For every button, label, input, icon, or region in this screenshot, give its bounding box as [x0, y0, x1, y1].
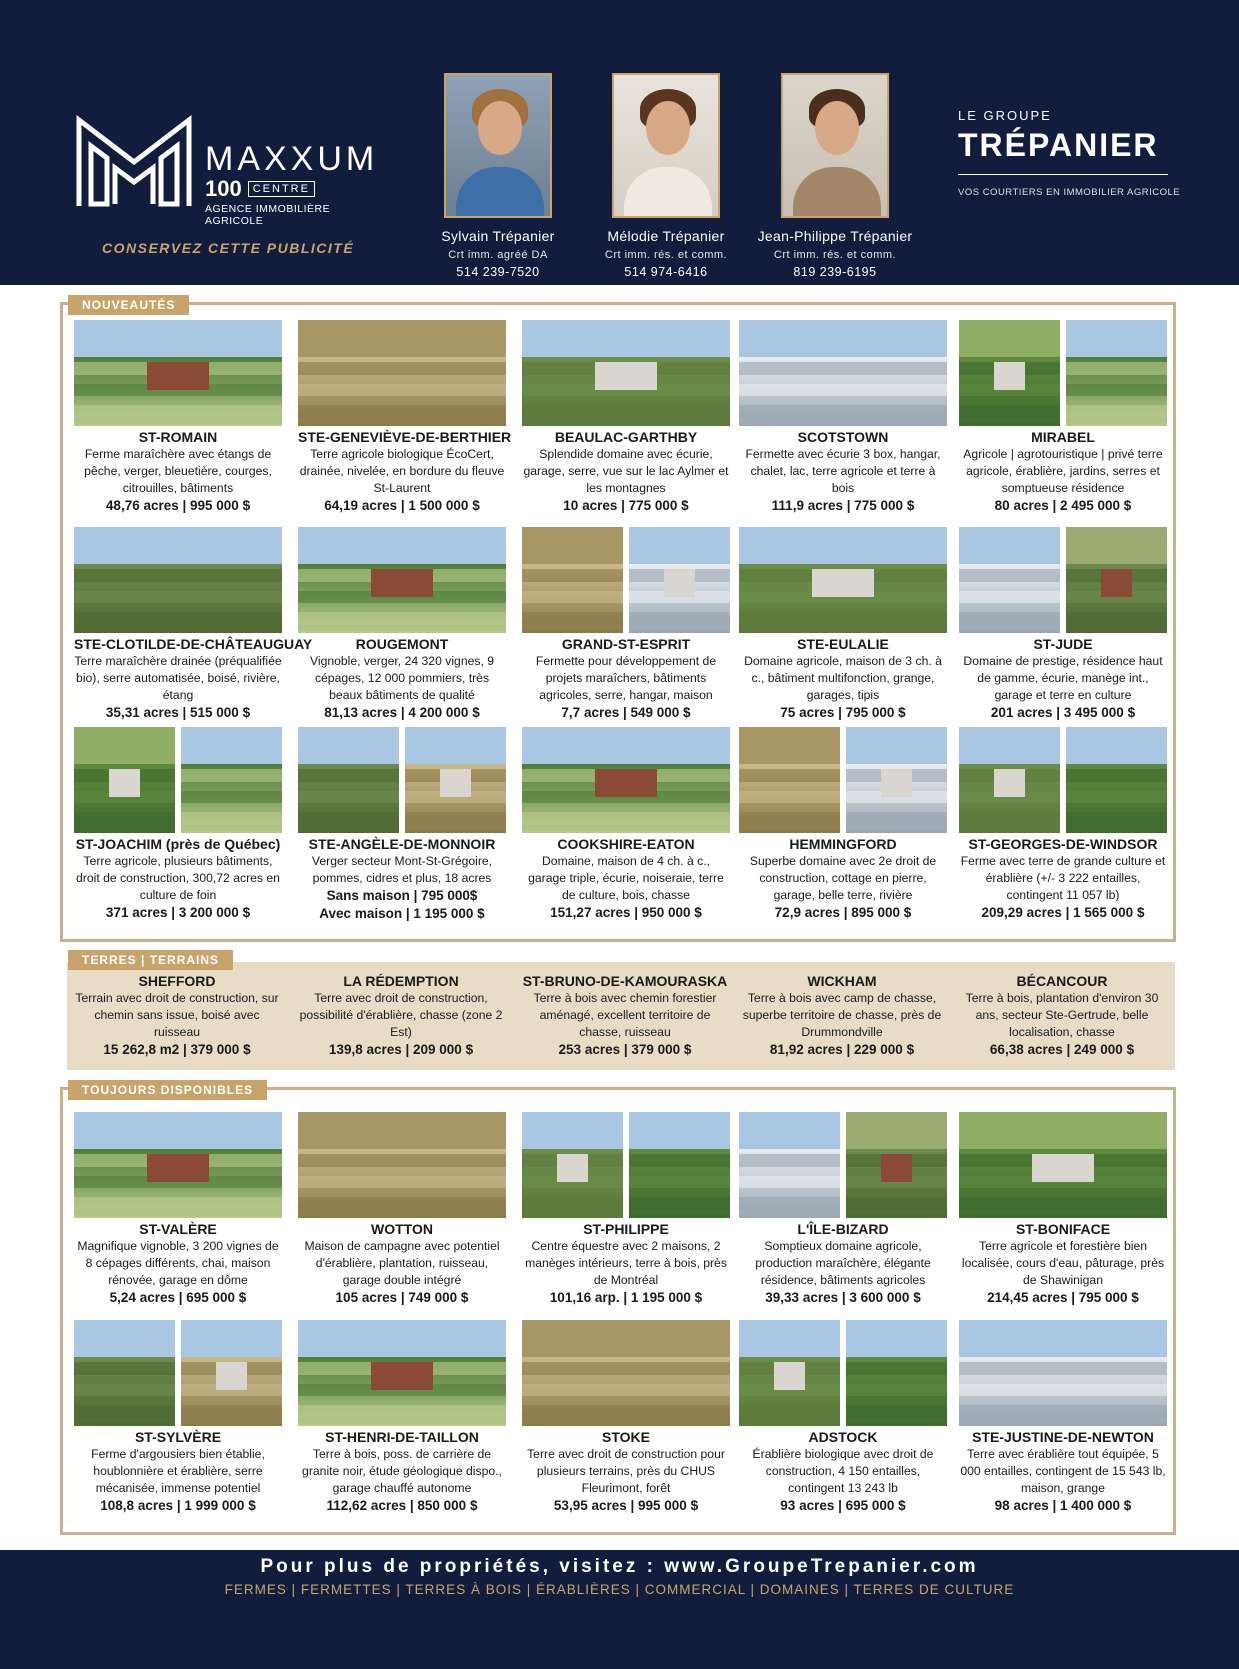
- listing-price: 81,13 acres | 4 200 000 $: [324, 705, 480, 720]
- listing-price: 214,45 acres | 795 000 $: [987, 1290, 1139, 1305]
- listing-photo: [959, 527, 1167, 633]
- property-image: [298, 727, 399, 833]
- agent-card: [755, 73, 915, 279]
- listing-price: 371 acres | 3 200 000 $: [105, 905, 251, 920]
- listing-photo: [74, 527, 282, 633]
- listing-description: Fermette avec écurie 3 box, hangar, chalet, lac, terre agricole et terre à bois: [745, 447, 941, 495]
- listing-title: ST-PHILIPPE: [583, 1221, 669, 1237]
- listing-description: Terre à bois avec chemin forestier aménagé, excellent territoire de chasse, ruisseau: [533, 991, 717, 1039]
- listing-photo: [739, 1320, 947, 1426]
- listing-photo: [522, 1320, 730, 1426]
- listing-price: 253 acres | 379 000 $: [558, 1042, 692, 1057]
- maxxum-logo: [75, 112, 385, 227]
- listing-photo: [298, 527, 506, 633]
- listing-description: Domaine, maison de 4 ch. à c., garage triple, écurie, noiseraie, terre de culture, bois, chasse: [528, 854, 724, 902]
- listing-description: Agricole | agrotouristique | privé terre agricole, érablière, jardins, serres et somptueuse résidence: [963, 447, 1163, 495]
- listing-card[interactable]: [522, 1320, 730, 1515]
- agent-photo: [612, 73, 720, 218]
- listing-price: 5,24 acres | 695 000 $: [109, 1290, 247, 1305]
- listing-photo: [74, 1112, 282, 1218]
- listing-title: STOKE: [602, 1429, 650, 1445]
- listing-title: L'ÎLE-BIZARD: [797, 1221, 889, 1237]
- agent-card: [418, 73, 578, 279]
- listing-description: Magnifique vignoble, 3 200 vignes de 8 cépages différents, chai, maison rénovée, garage en dôme: [77, 1239, 279, 1287]
- logo-name: MAXXUM: [205, 140, 379, 178]
- listing-title: ST-VALÈRE: [139, 1221, 217, 1237]
- listing-price: 35,31 acres | 515 000 $: [105, 705, 251, 720]
- property-image: [739, 1320, 840, 1426]
- listing-description: Verger secteur Mont-St-Grégoire, pommes, cidres et plus, 18 acres: [311, 854, 493, 885]
- listing-title: ROUGEMONT: [355, 636, 449, 652]
- header: [0, 0, 1239, 285]
- listing-title: ST-GEORGES-DE-WINDSOR: [968, 836, 1158, 852]
- listing-price: 209,29 acres | 1 565 000 $: [981, 905, 1145, 920]
- property-image: [74, 727, 175, 833]
- listing-description: Terrain avec droit de construction, sur chemin sans issue, boisé avec ruisseau: [75, 991, 279, 1039]
- listing-card[interactable]: [959, 1112, 1167, 1307]
- listing-title: ST-BRUNO-DE-KAMOURASKA: [522, 973, 728, 989]
- logo-agency: AGENCE IMMOBILIÈRE AGRICOLE: [205, 203, 331, 227]
- listing-card[interactable]: [959, 320, 1167, 515]
- listing-description: Ferme avec terre de grande culture et érablière (+/- 3 222 entailles, contingent 11 057 lb): [960, 854, 1166, 902]
- property-image: [846, 1112, 947, 1218]
- property-image: [181, 727, 282, 833]
- listing-description: Terre à bois avec camp de chasse, superbe territoire de chasse, près de Drummondville: [742, 991, 942, 1039]
- listing-photo: [522, 527, 730, 633]
- listing-photo: [522, 1112, 730, 1218]
- property-image: [629, 1112, 730, 1218]
- property-image: [739, 727, 840, 833]
- conserve-notice: CONSERVEZ CETTE PUBLICITÉ: [102, 240, 355, 256]
- groupe-trepanier-logo: [958, 108, 1180, 198]
- listing-card[interactable]: [739, 1112, 947, 1307]
- listing-title: WOTTON: [371, 1221, 433, 1237]
- agent-phone[interactable]: 514 239-7520: [456, 265, 540, 279]
- listing-price: 66,38 acres | 249 000 $: [989, 1042, 1135, 1057]
- listing-description: Terre avec droit de construction pour plusieurs terrains, près du CHUS Fleurimont, forêt: [527, 1447, 725, 1495]
- listing-description: Domaine agricole, maison de 3 ch. à c., bâtiment multifonction, grange, garages, tipis: [744, 654, 942, 702]
- agent-photo: [781, 73, 889, 218]
- property-image: [739, 320, 947, 426]
- listing-description: Superbe domaine avec 2e droit de construction, cottage en pierre, garage, belle terre, rivière: [749, 854, 937, 902]
- agent-phone[interactable]: 819 239-6195: [793, 265, 877, 279]
- listing-description: Centre équestre avec 2 maisons, 2 manèges intérieurs, terre à bois, près de Montréal: [525, 1239, 727, 1287]
- listing-title: STE-JUSTINE-DE-NEWTON: [972, 1429, 1154, 1445]
- listing-description: Terre agricole et forestière bien localisée, cours d'eau, pâturage, près de Shawinigan: [961, 1239, 1165, 1287]
- listing-card[interactable]: [296, 970, 506, 1059]
- listing-photo: [298, 1112, 506, 1218]
- footer-categories: FERMES | FERMETTES | TERRES À BOIS | ÉRABLIÈRES | COMMERCIAL | DOMAINES | TERRES DE CULTURE: [224, 1582, 1015, 1597]
- listing-card[interactable]: [959, 527, 1167, 722]
- listing-card[interactable]: [72, 970, 282, 1059]
- listing-card[interactable]: [74, 727, 282, 922]
- agent-name: Mélodie Trépanier: [607, 228, 725, 244]
- listing-card[interactable]: [522, 727, 730, 922]
- property-image: [522, 727, 730, 833]
- property-image: [739, 527, 947, 633]
- property-image: [405, 727, 506, 833]
- listing-card[interactable]: [739, 1320, 947, 1515]
- listing-title: STE-GENEVIÈVE-DE-BERTHIER: [298, 429, 512, 445]
- section-tab-terres: TERRES | TERRAINS: [68, 950, 233, 970]
- groupe-le: LE GROUPE: [958, 108, 1052, 123]
- agent-name: Jean-Philippe Trépanier: [757, 228, 913, 244]
- listing-price: Sans maison | 795 000$: [326, 888, 478, 903]
- listing-photo: [298, 1320, 506, 1426]
- listing-description: Somptieux domaine agricole, production maraîchère, élégante résidence, bâtiments agricoles: [755, 1239, 931, 1287]
- listing-description: Ferme maraîchère avec étangs de pêche, verger, bleuetière, courges, citrouilles, bâtiments: [84, 447, 272, 495]
- listing-title: ST-SYLVÈRE: [134, 1429, 222, 1445]
- listing-price: 108,8 acres | 1 999 000 $: [100, 1498, 256, 1513]
- listing-title: ST-JOACHIM (près de Québec): [75, 836, 281, 852]
- listing-card[interactable]: [959, 727, 1167, 922]
- listing-price-alt: Avec maison | 1 195 000 $: [319, 906, 485, 921]
- listing-price: 80 acres | 2 495 000 $: [994, 498, 1132, 513]
- listing-price: 93 acres | 695 000 $: [780, 1498, 906, 1513]
- listing-description: Terre à bois, plantation d'environ 30 ans, secteur Ste-Gertrude, belle localisation, chasse: [965, 991, 1159, 1039]
- listing-title: GRAND-ST-ESPRIT: [561, 636, 691, 652]
- agent-name: Sylvain Trépanier: [441, 228, 555, 244]
- listing-card[interactable]: [739, 320, 947, 515]
- listing-description: Maison de campagne avec potentiel d'érablière, plantation, ruisseau, garage double intégré: [304, 1239, 500, 1287]
- listing-card[interactable]: [959, 1320, 1167, 1515]
- groupe-tagline: VOS COURTIERS EN IMMOBILIER AGRICOLE: [958, 187, 1181, 198]
- listing-description: Terre avec érablière tout équipée, 5 000 entailles, contingent de 15 543 lb, maison, grange: [960, 1447, 1166, 1495]
- listing-photo: [959, 727, 1167, 833]
- divider: [958, 174, 1168, 175]
- listing-card[interactable]: [520, 970, 730, 1059]
- listing-price: 75 acres | 795 000 $: [780, 705, 906, 720]
- listing-card[interactable]: [522, 527, 730, 722]
- listing-photo: [298, 727, 506, 833]
- listing-photo: [522, 320, 730, 426]
- listing-card[interactable]: [737, 970, 947, 1059]
- property-image: [1066, 727, 1167, 833]
- listing-price: 98 acres | 1 400 000 $: [994, 1498, 1132, 1513]
- listing-photo: [74, 1320, 282, 1426]
- listing-photo: [74, 320, 282, 426]
- property-image: [846, 727, 947, 833]
- listing-description: Domaine de prestige, résidence haut de gamme, écurie, manège int., garage et terre en culture: [963, 654, 1163, 702]
- listing-title: STE-CLOTILDE-DE-CHÂTEAUGUAY: [74, 636, 313, 652]
- listing-photo: [739, 1112, 947, 1218]
- agent-phone[interactable]: 514 974-6416: [624, 265, 708, 279]
- listing-card[interactable]: [298, 320, 512, 515]
- listing-price: 39,33 acres | 3 600 000 $: [765, 1290, 921, 1305]
- logo-number: 100: [205, 176, 242, 201]
- listing-price: 48,76 acres | 995 000 $: [105, 498, 251, 513]
- listing-photo: [74, 727, 282, 833]
- listing-card[interactable]: [74, 1112, 282, 1307]
- listing-title: COOKSHIRE-EATON: [557, 836, 695, 852]
- property-image: [959, 1112, 1167, 1218]
- listing-photo: [959, 1112, 1167, 1218]
- listing-price: 101,16 arp. | 1 195 000 $: [549, 1290, 703, 1305]
- property-image: [522, 1320, 730, 1426]
- footer: [0, 1550, 1239, 1669]
- property-image: [74, 527, 282, 633]
- section-tab-toujours: TOUJOURS DISPONIBLES: [68, 1080, 267, 1100]
- property-image: [74, 1112, 282, 1218]
- property-image: [298, 527, 506, 633]
- listing-title: ST-JUDE: [1033, 636, 1093, 652]
- listing-title: STE-ANGÈLE-DE-MONNOIR: [308, 836, 496, 852]
- listing-title: SHEFFORD: [138, 973, 216, 989]
- property-image: [298, 1320, 506, 1426]
- listing-title: ST-ROMAIN: [138, 429, 218, 445]
- listing-card[interactable]: [74, 1320, 282, 1515]
- property-image: [629, 527, 730, 633]
- agent-card: [586, 73, 746, 279]
- listing-title: BÉCANCOUR: [1016, 973, 1108, 989]
- agent-role: Crt imm. agréé DA: [448, 249, 548, 261]
- listing-description: Terre agricole, plusieurs bâtiments, droit de construction, 300,72 acres en culture de foin: [76, 854, 280, 902]
- agent-photo: [444, 73, 552, 218]
- listing-card[interactable]: [298, 527, 506, 722]
- listing-description: Ferme d'argousiers bien établie, houblonnière et érablière, serre mécanisée, immense potentiel: [91, 1447, 265, 1495]
- listing-price: 64,19 acres | 1 500 000 $: [324, 498, 480, 513]
- listing-description: Terre agricole biologique ÉcoCert, drainée, nivelée, en bordure du fleuve St-Laurent: [299, 447, 505, 495]
- listing-card[interactable]: [74, 320, 282, 515]
- listing-card[interactable]: [298, 1320, 506, 1515]
- listing-card[interactable]: [298, 1112, 506, 1307]
- property-image: [959, 1320, 1167, 1426]
- listing-price: 201 acres | 3 495 000 $: [990, 705, 1136, 720]
- listing-description: Érablière biologique avec droit de construction, 4 150 entailles, contingent 13 243 lb: [752, 1447, 934, 1495]
- property-image: [181, 1320, 282, 1426]
- property-image: [959, 320, 1060, 426]
- listing-title: ST-HENRI-DE-TAILLON: [325, 1429, 479, 1445]
- property-image: [959, 727, 1060, 833]
- footer-website-link[interactable]: Pour plus de propriétés, visitez : www.GroupeTrepanier.com: [260, 1556, 979, 1577]
- listing-description: Splendide domaine avec écurie, garage, serre, vue sur le lac Aylmer et les montagnes: [523, 447, 729, 495]
- listing-price: 105 acres | 749 000 $: [335, 1290, 469, 1305]
- listing-title: LA RÉDEMPTION: [343, 973, 459, 989]
- agent-role: Crt imm. rés. et comm.: [604, 249, 728, 261]
- listing-card[interactable]: [522, 320, 730, 515]
- listing-photo: [739, 527, 947, 633]
- property-image: [522, 1112, 623, 1218]
- listing-description: Terre maraîchère drainée (préqualifiée bio), serre automatisée, boisé, rivière, étang: [74, 654, 282, 702]
- section-tab-nouveautes: NOUVEAUTÉS: [68, 295, 189, 315]
- listing-title: SCOTSTOWN: [797, 429, 889, 445]
- listing-title: MIRABEL: [1031, 429, 1095, 445]
- property-image: [298, 1112, 506, 1218]
- listing-price: 7,7 acres | 549 000 $: [561, 705, 691, 720]
- listing-price: 15 262,8 m2 | 379 000 $: [103, 1042, 251, 1057]
- listing-title: HEMMINGFORD: [789, 836, 897, 852]
- listing-photo: [298, 320, 506, 426]
- listing-card[interactable]: [298, 727, 506, 923]
- property-image: [959, 527, 1060, 633]
- listing-photo: [739, 320, 947, 426]
- listing-title: ST-BONIFACE: [1015, 1221, 1111, 1237]
- property-image: [739, 1112, 840, 1218]
- listing-title: STE-EULALIE: [797, 636, 889, 652]
- logo-centre: CENTRE: [248, 181, 315, 197]
- listing-price: 151,27 acres | 950 000 $: [550, 905, 702, 920]
- listing-title: WICKHAM: [807, 973, 877, 989]
- groupe-name: TRÉPANIER: [958, 127, 1159, 163]
- listing-price: 10 acres | 775 000 $: [563, 498, 689, 513]
- listing-title: BEAULAC-GARTHBY: [554, 429, 698, 445]
- listing-card[interactable]: [74, 527, 313, 722]
- listing-description: Vignoble, verger, 24 320 vignes, 9 cépages, 12 000 pommiers, très beaux bâtiments de qualité: [309, 654, 495, 702]
- listing-title: ADSTOCK: [808, 1429, 878, 1445]
- property-image: [298, 320, 506, 426]
- listing-description: Terre avec droit de construction, possibilité d'érablière, chasse (zone 2 Est): [299, 991, 503, 1039]
- maxxum-logo-mark-icon: [75, 112, 193, 207]
- property-image: [1066, 527, 1167, 633]
- property-image: [846, 1320, 947, 1426]
- listing-price: 139,8 acres | 209 000 $: [328, 1042, 474, 1057]
- listing-card[interactable]: [957, 970, 1167, 1059]
- property-image: [74, 320, 282, 426]
- listing-photo: [959, 1320, 1167, 1426]
- listing-description: Fermette pour développement de projets maraîchers, bâtiments agricoles, serre, hangar, maison: [535, 654, 717, 702]
- listing-card[interactable]: [739, 727, 947, 922]
- property-image: [522, 320, 730, 426]
- property-image: [522, 527, 623, 633]
- listing-price: 72,9 acres | 895 000 $: [774, 905, 912, 920]
- agent-role: Crt imm. rés. et comm.: [773, 249, 897, 261]
- listing-photo: [522, 727, 730, 833]
- property-image: [74, 1320, 175, 1426]
- listing-price: 111,9 acres | 775 000 $: [771, 498, 915, 513]
- listing-card[interactable]: [739, 527, 947, 722]
- listing-price: 53,95 acres | 995 000 $: [553, 1498, 699, 1513]
- listing-photo: [739, 727, 947, 833]
- property-image: [1066, 320, 1167, 426]
- listing-photo: [959, 320, 1167, 426]
- listing-price: 112,62 acres | 850 000 $: [326, 1498, 478, 1513]
- listing-card[interactable]: [522, 1112, 730, 1307]
- listing-description: Terre à bois, poss. de carrière de granite noir, étude géologique dispo., garage chauffé autonome: [302, 1447, 502, 1495]
- listing-price: 81,92 acres | 229 000 $: [769, 1042, 915, 1057]
